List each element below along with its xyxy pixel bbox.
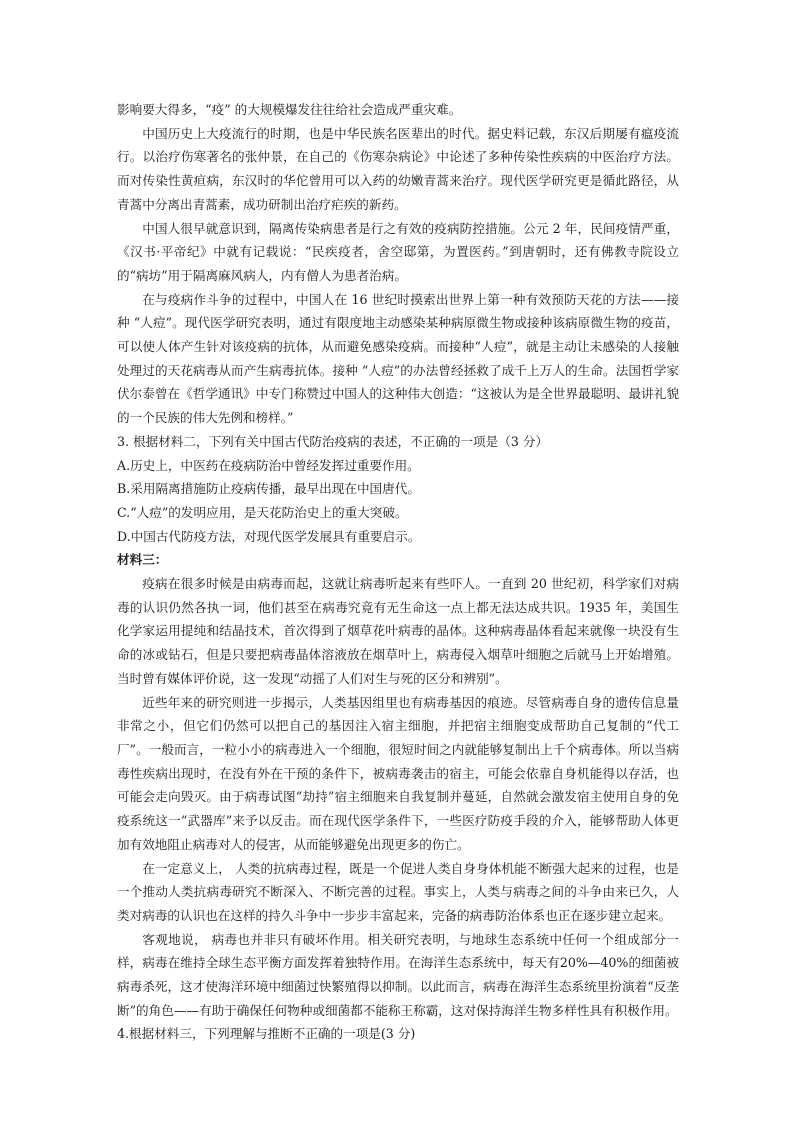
question-4-stem: 4.根据材料三，下列理解与推断不正确的一项是(3 分) xyxy=(117,1026,416,1042)
question-3-option-a: A.历史上，中医药在疫病防治中曾经发挥过重要作用。 xyxy=(117,457,420,473)
exam-page xyxy=(117,98,679,1046)
material3-paragraph-4: 客观地说， 病毒也并非只有破坏作用。相关研究表明，与地球生态系统中任何一个组成部分一样，病毒在维持全球生态平衡方面发挥着独特作用。在海洋生态系统中，每天有20%—40%的细菌被病毒杀死，这才使海洋环境中细菌过快繁殖得以抑制。以此而言，病毒在海洋生态系统里扮演着“反垄断”的角色——有助于确保任何物种或细菌都不能称王称霸，这对保持海洋生物多样性具有积极作用。 xyxy=(117,931,679,1018)
question-3-option-c: C.“人痘”的发明应用，是天花防治史上的重大突破。 xyxy=(117,504,408,520)
question-3 xyxy=(117,430,679,549)
material3-paragraph-2: 近些年来的研究则进一步揭示，人类基因组里也有病毒基因的痕迹。尽管病毒自身的遗传信息量非常之小，但它们仍然可以把自己的基因注入宿主细胞，并把宿主细胞变成帮助自己复制的“代工厂”。一般而言，一粒小小的病毒进入一个细胞，很短时间之内就能够复制出上千个病毒体。所以当病毒性疾病出现时，在没有外在干预的条件下，被病毒袭击的宿主，可能会依靠自身机能得以存活，也可能会走向毁灭。由于病毒试图“劫持”宿主细胞来自我复制并蔓延，自然就会激发宿主使用自身的免疫系统这一“武器库”来予以反击。而在现代医学条件下，一些医疗防疫手段的介入，能够帮助人体更加有效地阻止病毒对人的侵害，从而能够避免出现更多的伤亡。 xyxy=(117,694,679,852)
material2-paragraph-2: 中国人很早就意识到，隔离传染病患者是行之有效的疫病防控措施。公元 2 年，民间疫情严重，《汉书·平帝纪》中就有记载说：“民疾疫者，舍空邸第，为置医药。”到唐朝时，还有佛教寺院设立的“病坊”用于隔离麻风病人，内有僧人为患者治病。 xyxy=(117,220,679,283)
question-3-option-d: D.中国古代防疫方法，对现代医学发展具有重要启示。 xyxy=(117,528,421,544)
material3-heading: 材料三： xyxy=(117,552,168,568)
material2-paragraph-0: 影响要大得多，“疫” 的大规模爆发往往给社会造成严重灾难。 xyxy=(117,102,462,117)
material3-paragraph-3: 在一定意义上， 人类的抗病毒过程，既是一个促进人类自身身体机能不断强大起来的过程，也是一个推动人类抗病毒研究不断深入、不断完善的过程。事实上，人类与病毒之间的斗争由来已久，人类对病毒的认识也在这样的持久斗争中一步步丰富起来，完备的病毒防治体系也正在逐步建立起来。 xyxy=(117,860,679,923)
question-3-stem: 3. 根据材料二，下列有关中国古代防治疫病的表述，不正确的一项是（3 分） xyxy=(117,433,549,449)
material2-paragraph-3: 在与疫病作斗争的过程中，中国人在 16 世纪时摸索出世界上第一种有效预防天花的方法——接种 “人痘”。现代医学研究表明，通过有限度地主动感染某种病原微生物或接种该病原微生物的疫苗，可以使人体产生针对该疫病的抗体，从而避免感染疫病。而接种“人痘”，就是主动让未感染的人接触处理过的天花病毒从而产生病毒抗体。接种 “人痘”的办法曾经拯救了成千上万人的生命。法国哲学家伏尔泰曾在《哲学通讯》中专门称赞过中国人的这种伟大创造：“这被认为是全世界最聪明、最讲礼貌的一个民族的伟大先例和榜样。” xyxy=(117,291,679,426)
material2-paragraph-1: 中国历史上大疫流行的时期，也是中华民族名医辈出的时代。据史料记载，东汉后期屡有瘟疫流行。以治疗伤寒著名的张仲景，在自己的《伤寒杂病论》中论述了多种传染性疾病的中医治疗方法。而对传染性黄疸病，东汉时的华佗曾用可以入药的幼嫩青蒿来治疗。现代医学研究更是循此路径，从青蒿中分离出青蒿素，成功研制出治疗疟疾的新药。 xyxy=(117,125,679,212)
question-3-option-b: B.采用隔离措施防止疫病传播，最早出现在中国唐代。 xyxy=(117,481,420,497)
material3-paragraph-1: 疫病在很多时候是由病毒而起，这就让病毒听起来有些吓人。一直到 20 世纪初，科学家们对病毒的认识仍然各执一词，他们甚至在病毒究竟有无生命这一点上都无法达成共识。1935 年，美国生化学家运用提纯和结晶技术，首次得到了烟草花叶病毒的晶体。这种病毒晶体看起来就像一块没有生命的冰或钻石，但是只要把病毒晶体溶液放在烟草叶上，病毒侵入烟草叶细胞之后就马上开始增殖。当时曾有媒体评价说，这一发现“动摇了人们对生与死的区分和辨别”。 xyxy=(117,576,679,686)
